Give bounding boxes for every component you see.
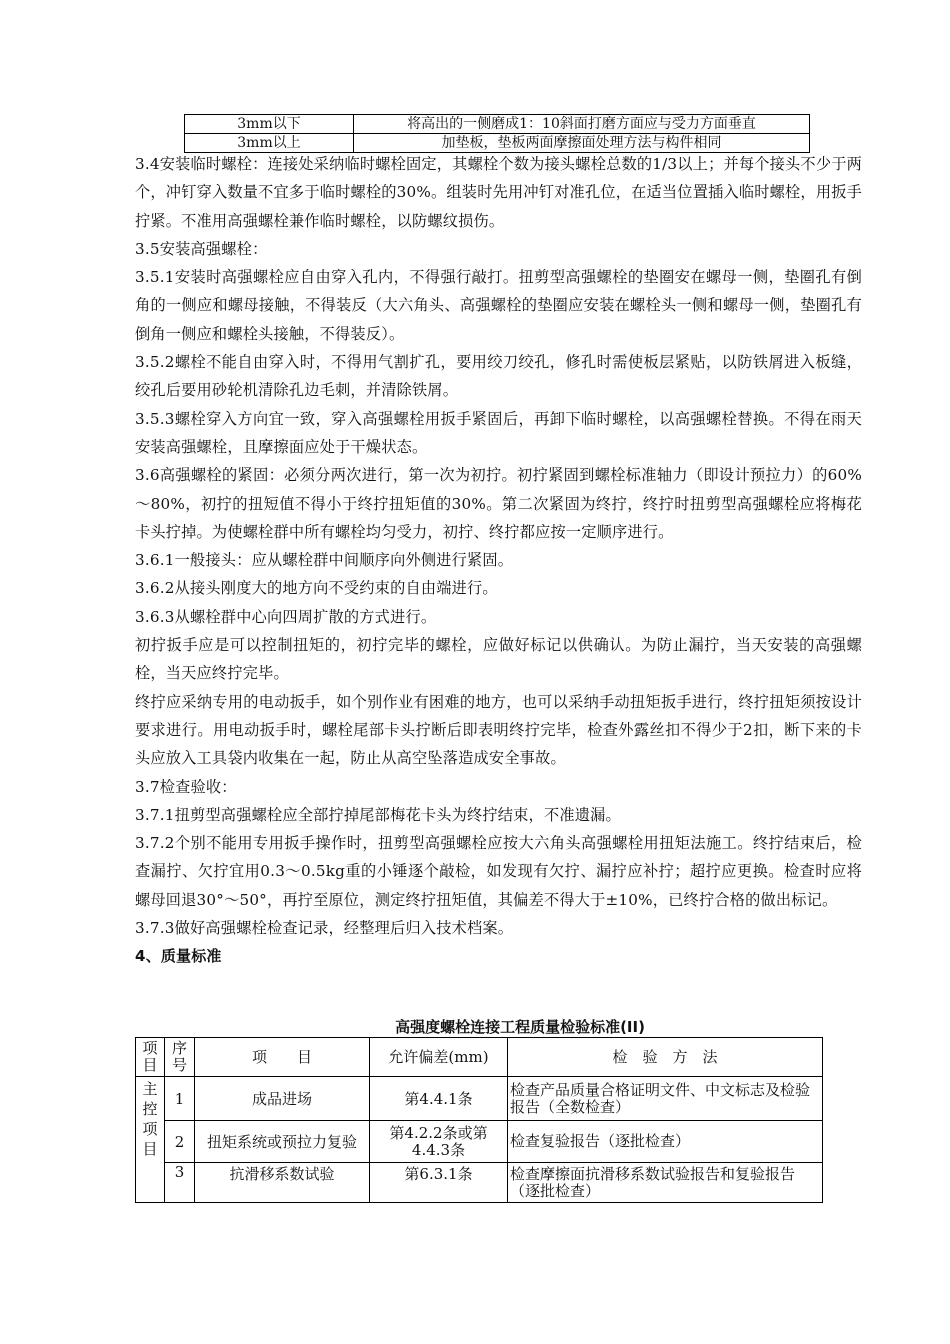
- table-cell: 2: [165, 1121, 195, 1163]
- paragraph-3-5-2: 3.5.2螺栓不能自由穿入时，不得用气割扩孔，要用绞刀绞孔，修孔时需使板层紧贴，以防铁屑进入板缝，绞孔后要用砂轮机清除孔边毛刺，并清除铁屑。: [135, 353, 862, 400]
- paragraph-3-5-1: 3.5.1安装时高强螺栓应自由穿入孔内，不得强行敲打。扭剪型高强螺栓的垫圈安在螺母一侧，垫圈孔有倒角的一侧应和螺母接触，不得装反（大六角头、高强螺栓的垫圈应安装在螺栓头一侧和螺母一侧，垫圈孔有倒角一侧应和螺栓头接触，不得装反）。: [135, 268, 862, 343]
- paragraph-3-4: 3.4安装临时螺栓：连接处采纳临时螺栓固定，其螺栓个数为接头螺栓总数的1/3以上；并每个接头不少于两个，冲钉穿入数量不宜多于临时螺栓的30%。组装时先用冲钉对准孔位，在适当位置插入临时螺栓，用扳手拧紧。不准用高强螺栓兼作临时螺栓，以防螺纹损伤。: [135, 155, 862, 230]
- table-cell: 3mm以上: [185, 134, 354, 153]
- table-cell: 将高出的一侧磨成1：10斜面打磨方面应与受力方面垂直: [354, 115, 810, 134]
- table-cell: 第4.4.1条: [370, 1077, 508, 1121]
- paragraph-3-7: 3.7检查验收：: [135, 777, 237, 796]
- table-row: [136, 1077, 823, 1121]
- paragraph-3-7-2: 3.7.2个别不能用专用扳手操作时，扭剪型高强螺栓应按大六角头高强螺栓用扭矩法施工。终拧结束后，检查漏拧、欠拧宜用0.3～0.5kg重的小锤逐个敲检，如发现有欠拧、漏拧应补拧；超拧应更换。检查时应将螺母回退30°～50°，再拧至原位，测定终拧扭矩值，其偏差不得大于±10%，已终拧合格的做出标记。: [135, 834, 862, 909]
- table-row: [136, 1163, 823, 1203]
- paragraph-3-6-2: 3.6.2从接头刚度大的地方向不受约束的自由端进行。: [135, 579, 498, 598]
- paragraph-3-5-3: 3.5.3螺栓穿入方向宜一致，穿入高强螺栓用扳手紧固后，再卸下临时螺栓，以高强螺栓替换。不得在雨天安装高强螺栓，且摩擦面应处于干燥状态。: [135, 409, 862, 456]
- quality-standard-table: [135, 1037, 823, 1203]
- paragraph-3-6-1: 3.6.1一般接头：应从螺栓群中间顺序向外侧进行紧固。: [135, 551, 514, 570]
- surface-treatment-table: [184, 114, 810, 153]
- table-cell: 抗滑移系数试验: [195, 1163, 370, 1203]
- header-method: 检 验 方 法: [508, 1038, 823, 1077]
- table-caption: 高强度螺栓连接工程质量检验标准(II): [395, 1018, 645, 1036]
- paragraph-3-6-3: 3.6.3从螺栓群中心向四周扩散的方式进行。: [135, 607, 437, 626]
- paragraph-3-7-3: 3.7.3做好高强螺栓检查记录，经整理后归入技术档案。: [135, 919, 514, 938]
- header-tolerance: 允许偏差(mm): [370, 1038, 508, 1077]
- table-cell: 成品进场: [195, 1077, 370, 1121]
- section-heading: 4、质量标准: [135, 947, 222, 966]
- table-cell: 扭矩系统或预拉力复验: [195, 1121, 370, 1163]
- table-cell: 检查复验报告（逐批检查）: [508, 1121, 823, 1163]
- header-item: 项 目: [195, 1038, 370, 1077]
- table-cell: 加垫板，垫板两面摩擦面处理方法与构件相同: [354, 134, 810, 153]
- table-cell: 3mm以下: [185, 115, 354, 134]
- table-cell: 第4.2.2条或第4.4.3条: [370, 1121, 508, 1163]
- paragraph-3-6: 3.6高强螺栓的紧固：必须分两次进行，第一次为初拧。初拧紧固到螺栓标准轴力（即设计预拉力）的60%～80%，初拧的扭短值不得小于终拧扭矩值的30%。第二次紧固为终拧，终拧时扭剪型高强螺栓应将梅花卡头拧掉。为使螺栓群中所有螺栓均匀受力，初拧、终拧都应按一定顺序进行。: [135, 466, 862, 541]
- table-row: [136, 1121, 823, 1163]
- table-cell: 1: [165, 1077, 195, 1121]
- paragraph-initial-tightening: 初拧扳手应是可以控制扭矩的，初拧完毕的螺栓，应做好标记以供确认。为防止漏拧，当天安装的高强螺栓，当天应终拧完毕。: [135, 636, 862, 683]
- body-text: [135, 150, 862, 971]
- group-label: 主控项目: [136, 1077, 165, 1203]
- paragraph-3-5: 3.5安装高强螺栓：: [135, 239, 268, 258]
- paragraph-final-tightening: 终拧应采纳专用的电动扳手，如个别作业有困难的地方，也可以采纳手动扭矩扳手进行，终拧扭矩须按设计要求进行。用电动扳手时，螺栓尾部卡头拧断后即表明终拧完毕，检查外露丝扣不得少于2扣，断下来的卡头应放入工具袋内收集在一起，防止从高空坠落造成安全事故。: [135, 692, 862, 768]
- header-seq: 序号: [165, 1038, 195, 1077]
- table-header-row: [136, 1038, 823, 1077]
- table-cell: 检查产品质量合格证明文件、中文标志及检验报告（全数检查）: [508, 1077, 823, 1121]
- paragraph-3-7-1: 3.7.1扭剪型高强螺栓应全部拧掉尾部梅花卡头为终拧结束，不准遗漏。: [135, 805, 621, 824]
- header-item-group: 项目: [136, 1038, 165, 1077]
- table-cell: 3: [165, 1163, 195, 1203]
- table-cell: 第6.3.1条: [370, 1163, 508, 1203]
- table-cell: 检查摩擦面抗滑移系数试验报告和复验报告（逐批检查）: [508, 1163, 823, 1203]
- table-row: [185, 115, 810, 134]
